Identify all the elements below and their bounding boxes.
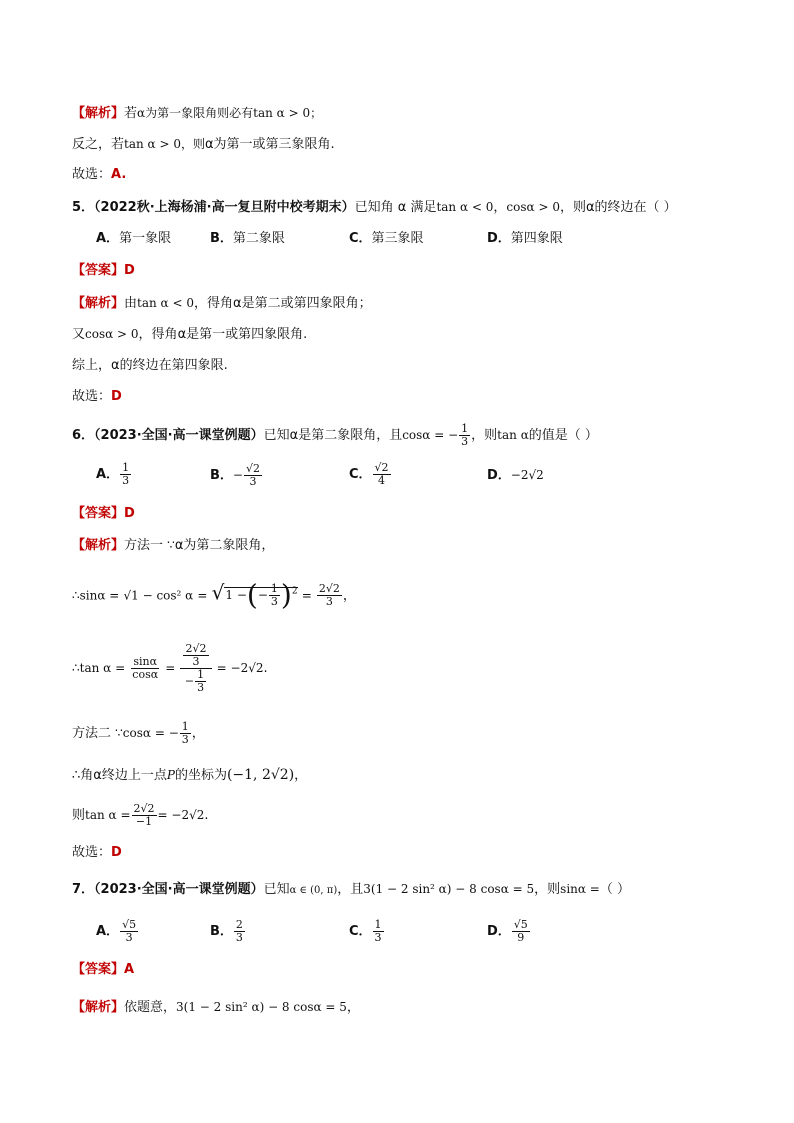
q7-option-a	[96, 917, 139, 947]
option-label: D．	[487, 231, 511, 246]
intro-choose	[72, 165, 126, 185]
option-label: D．	[487, 468, 511, 483]
math: ∴sinα =	[72, 588, 120, 603]
q5-option-c	[349, 229, 424, 249]
text: 依题意，	[124, 1000, 177, 1015]
choose-answer: D	[111, 845, 122, 860]
denominator: cosα	[132, 668, 159, 681]
paren: )	[280, 578, 292, 612]
denominator	[183, 669, 209, 694]
text: 已知	[263, 428, 290, 443]
q7-source: （2023·全国·高一课堂例题）	[94, 882, 264, 897]
q5-option-a	[96, 229, 171, 249]
option-text: 第一象限	[119, 231, 172, 246]
text: ，得角	[138, 327, 178, 342]
math: cosα > 0	[506, 200, 560, 214]
numerator: 2√2	[133, 802, 155, 815]
text: （ ）	[599, 882, 630, 897]
math: tan α	[497, 428, 529, 442]
math: α ∈ (0, π)	[289, 885, 338, 896]
denominator: 3	[197, 681, 205, 694]
denominator: 3	[249, 475, 257, 488]
text: ，	[346, 1000, 360, 1015]
numerator: √2	[245, 462, 260, 475]
option-label: C．	[349, 231, 372, 246]
radical-icon: √	[211, 580, 225, 605]
fraction	[180, 721, 191, 746]
numerator	[180, 643, 211, 669]
text: 的值是（ ）	[528, 428, 598, 443]
analysis-tag: 【解析】	[72, 538, 125, 553]
paren: (	[246, 578, 258, 612]
option-label: B．	[210, 924, 233, 939]
radical-body: 1 −(− $\frac{1}{3}$ )$^2$	[225, 578, 298, 612]
math: ∵	[115, 726, 123, 740]
q5-solution-1	[72, 293, 372, 314]
fraction	[373, 462, 391, 487]
text: 综上，	[72, 358, 112, 373]
numerator: 1	[197, 668, 205, 681]
q6-method2	[72, 718, 205, 749]
math: = −2√2	[216, 661, 264, 675]
answer-value: A	[124, 962, 135, 977]
denominator: 9	[517, 931, 525, 944]
q5-source: （2022秋·上海杨浦·高一复旦附中校考期末）	[94, 200, 355, 215]
q5-number: 5．	[72, 200, 95, 215]
text: α终边上一点	[93, 768, 167, 783]
math: =	[197, 588, 208, 603]
fraction	[234, 919, 245, 944]
text: .	[204, 808, 209, 823]
q7-stem	[72, 879, 630, 901]
text: ，	[493, 200, 507, 215]
option-label: C．	[349, 467, 372, 482]
q6-source: （2023·全国·高一课堂例题）	[94, 428, 264, 443]
text: ，	[342, 588, 356, 604]
text: α的终边在（ ）	[585, 200, 677, 215]
text: ，则	[534, 882, 561, 897]
math: tan α > 0，则	[124, 137, 205, 151]
text: α的终边在第四象限.	[111, 358, 228, 373]
numerator: √5	[122, 918, 137, 931]
text: 已知角 α 满足	[354, 200, 437, 215]
fraction	[132, 803, 157, 828]
numerator: sinα	[133, 655, 158, 668]
compound-fraction	[180, 643, 211, 694]
q6-method1	[72, 535, 274, 556]
numerator: 1	[270, 582, 278, 596]
analysis-tag: 【解析】	[72, 296, 125, 311]
choose-answer: A.	[111, 167, 127, 182]
answer-tag: 【答案】	[72, 263, 125, 278]
q5-solution-3	[72, 356, 228, 376]
analysis-tag: 【解析】	[72, 1000, 125, 1015]
math: cosα = −	[122, 726, 179, 740]
q6-option-d	[487, 460, 544, 491]
q5-stem	[72, 197, 677, 218]
intro-line-2	[72, 134, 335, 155]
denominator: 3	[374, 931, 382, 944]
choose-label: 故选：	[72, 389, 112, 404]
text: .	[263, 661, 268, 676]
fraction	[317, 583, 342, 608]
text: ，得角	[193, 296, 233, 311]
math: sinα =	[560, 882, 600, 896]
math: (−1, 2√2)	[226, 767, 295, 783]
text: 若	[124, 106, 138, 121]
text: 方法一	[124, 538, 164, 553]
denominator: 3	[235, 931, 243, 944]
fraction	[373, 919, 384, 944]
text: α是第二或第四象限角；	[233, 296, 372, 311]
math: −2√2	[510, 468, 544, 482]
math: cosα > 0	[85, 327, 139, 341]
answer-value: D	[124, 506, 135, 521]
option-text: 第四象限	[510, 231, 563, 246]
option-label: B．	[210, 231, 233, 246]
answer-tag: 【答案】	[72, 962, 125, 977]
denominator: 3	[461, 435, 469, 448]
math: =	[301, 588, 312, 603]
math: α为第一象限角则必有tan α > 0；	[137, 106, 323, 120]
option-label: A．	[96, 231, 120, 246]
text: α为第二象限角，	[174, 538, 275, 553]
fraction	[130, 656, 160, 681]
text: 方法二	[72, 726, 112, 741]
answer-tag: 【答案】	[72, 506, 125, 521]
q6-choose	[72, 843, 122, 863]
math: tan α =	[85, 808, 131, 822]
option-label: A．	[96, 467, 120, 482]
q6-tan-line	[72, 640, 268, 697]
numerator: 2√2	[318, 582, 340, 596]
fraction	[269, 583, 280, 608]
option-label: B．	[210, 468, 233, 483]
numerator: 2√2	[185, 642, 207, 655]
text: α为第一或第三象限角.	[204, 137, 335, 152]
math: ∴tan α =	[72, 661, 126, 675]
math: √1 − cos² α	[123, 588, 194, 603]
math: tan α < 0	[137, 296, 194, 310]
text: 已知	[263, 882, 290, 897]
denominator: 3	[125, 931, 133, 944]
q6-number: 6．	[72, 428, 95, 443]
q7-option-c	[349, 917, 385, 947]
intro-line-1	[72, 103, 322, 124]
option-text: 第二象限	[232, 231, 285, 246]
numerator: √5	[513, 918, 528, 931]
q6-sin-line	[72, 572, 356, 616]
math: ∵	[167, 538, 175, 552]
math: P	[166, 768, 175, 782]
text: ，且	[337, 882, 364, 897]
analysis-tag: 【解析】	[72, 106, 125, 121]
text: ∴角	[72, 768, 94, 783]
q5-answer	[72, 261, 135, 281]
q6-option-b	[210, 460, 263, 491]
fraction	[120, 462, 131, 487]
denominator: −1	[135, 815, 153, 828]
option-label: D．	[487, 924, 511, 939]
math: 3(1 − 2 sin² α) − 8 cosα = 5	[363, 882, 535, 896]
q5-choose	[72, 387, 122, 407]
q7-number: 7．	[72, 882, 95, 897]
text: 的坐标为	[174, 768, 227, 783]
denominator: 3	[270, 595, 278, 609]
choose-label: 故选：	[72, 845, 112, 860]
denominator: 3	[192, 655, 200, 668]
choose-label: 故选：	[72, 167, 112, 182]
q6-option-c	[349, 460, 392, 490]
math: =	[165, 661, 176, 675]
numerator: 1	[461, 422, 469, 435]
denominator: 4	[378, 474, 386, 487]
math: cosα = −	[402, 428, 459, 442]
q5-option-d	[487, 229, 563, 249]
q6-stem	[72, 420, 598, 451]
fraction	[195, 669, 206, 694]
text: ，	[294, 768, 308, 783]
numerator: √2	[374, 461, 389, 474]
denominator: 3	[181, 733, 189, 746]
fraction	[244, 463, 262, 488]
choose-answer: D	[111, 389, 122, 404]
text: ，则	[559, 200, 586, 215]
numerator: 1	[122, 461, 130, 474]
text: ，	[191, 726, 205, 741]
denominator: 3	[122, 474, 130, 487]
option-text: 第三象限	[371, 231, 424, 246]
numerator: 2	[235, 918, 243, 931]
answer-value: D	[124, 263, 135, 278]
q7-answer	[72, 960, 134, 980]
fraction	[120, 919, 138, 944]
math: 1 −	[225, 588, 247, 603]
q5-solution-2	[72, 324, 307, 345]
text: 则	[72, 808, 86, 823]
text: 由	[124, 296, 138, 311]
math: tan α < 0	[436, 200, 494, 214]
numerator: 1	[181, 720, 189, 733]
text: 反之，若	[72, 137, 125, 152]
q6-answer	[72, 504, 135, 524]
denominator: 3	[325, 595, 333, 609]
numerator: 1	[374, 918, 382, 931]
math: −	[232, 468, 243, 482]
fraction	[459, 423, 470, 448]
math: −	[184, 674, 195, 688]
text: ，则	[471, 428, 498, 443]
option-label: A．	[96, 924, 120, 939]
text: α是第一或第四象限角.	[177, 327, 308, 342]
fraction	[512, 919, 530, 944]
q5-option-b	[210, 229, 285, 249]
fraction	[183, 643, 208, 668]
option-label: C．	[349, 924, 372, 939]
q6-option-a	[96, 460, 132, 490]
text: α是第二象限角，且	[289, 428, 403, 443]
math: = −2√2	[157, 808, 205, 822]
q7-solution	[72, 997, 360, 1018]
math: 3(1 − 2 sin² α) − 8 cosα = 5	[176, 1000, 347, 1014]
q7-option-b	[210, 917, 246, 947]
q7-option-d	[487, 917, 531, 947]
text: 又	[72, 327, 86, 342]
q6-then-line	[72, 800, 209, 831]
q6-point-line	[72, 763, 307, 788]
